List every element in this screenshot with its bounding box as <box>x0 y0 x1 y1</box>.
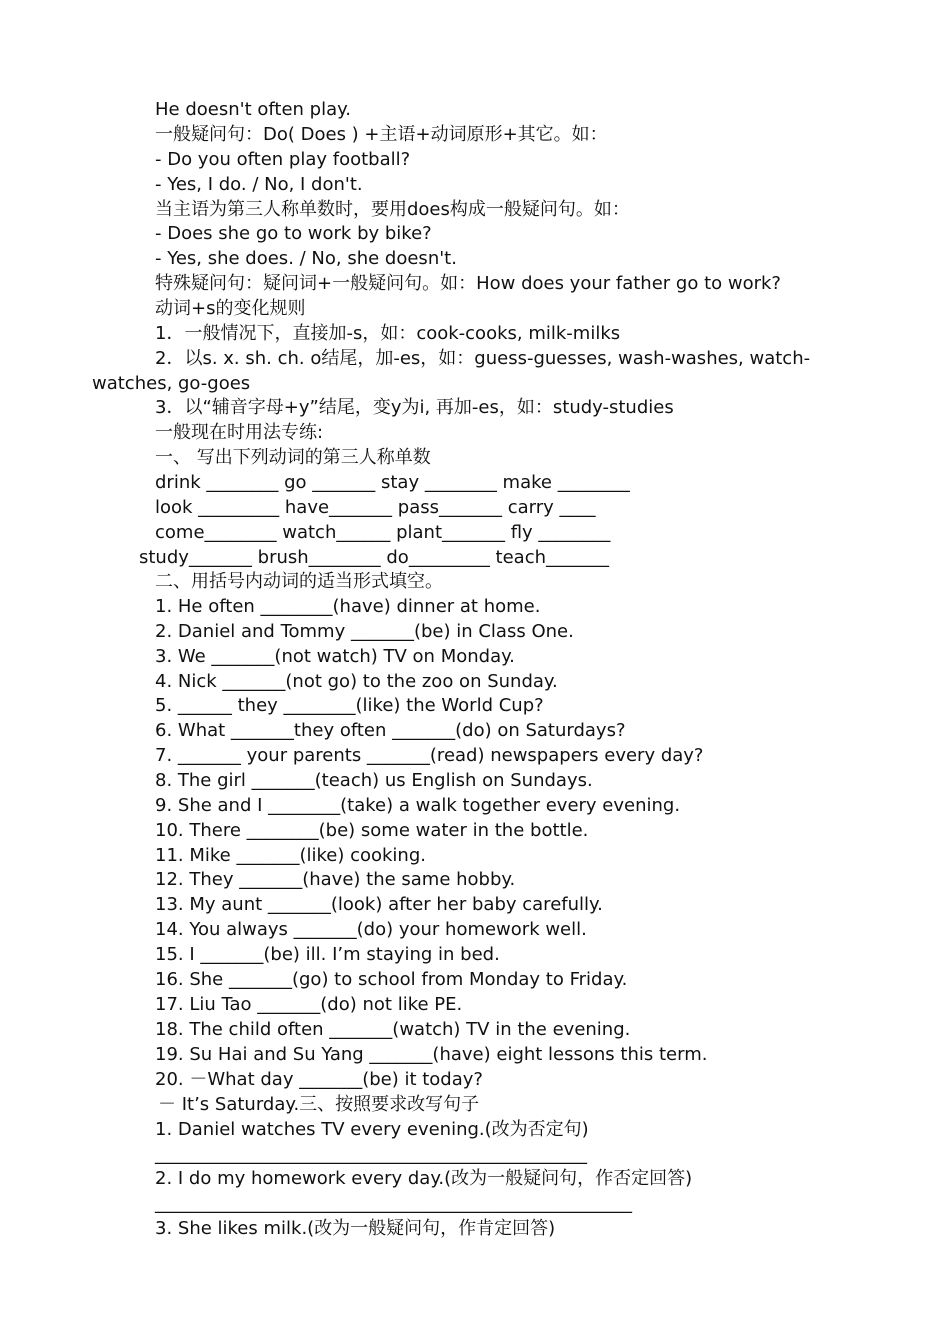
answer-line: _____________________________________________________ <box>155 1193 632 1214</box>
exercise-item: 12. They _______(have) the same hobby. <box>155 869 516 890</box>
exercise-item: 15. I _______(be) ill. I’m staying in bed. <box>155 944 500 965</box>
exercise-item: 2. Daniel and Tommy _______(be) in Class One. <box>155 621 574 642</box>
text-line: - Does she go to work by bike? <box>155 223 432 244</box>
exercise-item: 17. Liu Tao _______(do) not like PE. <box>155 994 463 1015</box>
text-line: - Yes, I do. / No, I don't. <box>155 174 363 195</box>
rule-item-continuation: watches, go-goes <box>92 373 251 394</box>
exercise-item: 18. The child often _______(watch) TV in the evening. <box>155 1019 631 1040</box>
exercise-item: 8. The girl _______(teach) us English on Sundays. <box>155 770 593 791</box>
verb-blank-row: look _________ have_______ pass_______ carry ____ <box>155 497 596 518</box>
exercise-item: 14. You always _______(do) your homework well. <box>155 919 587 940</box>
rule-item: 2．以s. x. sh. ch. o结尾，加-es，如：guess-guesses, wash-washes, watch- <box>155 348 811 369</box>
exercise-item: 4. Nick _______(not go) to the zoo on Sunday. <box>155 671 558 692</box>
rule-item: 3．以“辅音字母+y”结尾，变y为i, 再加-es，如：study-studies <box>155 397 674 418</box>
section-heading: 动词+s的变化规则 <box>155 298 306 319</box>
text-line: 当主语为第三人称单数时，要用does构成一般疑问句。如： <box>155 199 630 220</box>
exercise-item: 5. ______ they ________(like) the World Cup? <box>155 695 544 716</box>
exercise-item: 7. _______ your parents _______(read) newspapers every day? <box>155 745 704 766</box>
section-heading: 一般现在时用法专练: <box>155 422 324 443</box>
text-line: 特殊疑问句：疑问词+一般疑问句。如：How does your father go to work? <box>155 273 781 294</box>
rewrite-item: 3. She likes milk.(改为一般疑问句，作肯定回答) <box>155 1218 556 1239</box>
exercise-item: 19. Su Hai and Su Yang _______(have) eight lessons this term. <box>155 1044 708 1065</box>
verb-blank-row: study_______ brush________ do_________ teach_______ <box>139 547 610 568</box>
rewrite-item: 2. I do my homework every day.(改为一般疑问句，作否定回答) <box>155 1168 693 1189</box>
verb-blank-row: come________ watch______ plant_______ fly ________ <box>155 522 611 543</box>
exercise-item: 16. She _______(go) to school from Monday to Friday. <box>155 969 628 990</box>
exercise-item-continuation: － It’s Saturday.三、按照要求改写句子 <box>158 1094 480 1115</box>
exercise-item: 9. She and I ________(take) a walk together every evening. <box>155 795 681 816</box>
exercise-item: 10. There ________(be) some water in the bottle. <box>155 820 589 841</box>
exercise-heading: 二、用括号内动词的适当形式填空。 <box>155 571 443 592</box>
exercise-item: 3. We _______(not watch) TV on Monday. <box>155 646 515 667</box>
exercise-heading: 一、 写出下列动词的第三人称单数 <box>155 447 431 468</box>
text-line: 一般疑问句：Do( Does ) +主语+动词原形+其它。如： <box>155 124 608 145</box>
rule-item: 1．一般情况下，直接加-s，如：cook-cooks, milk-milks <box>155 323 621 344</box>
text-line: - Do you often play football? <box>155 149 411 170</box>
exercise-item: 11. Mike _______(like) cooking. <box>155 845 426 866</box>
exercise-item: 6. What _______they often _______(do) on Saturdays? <box>155 720 626 741</box>
text-line: - Yes, she does. / No, she doesn't. <box>155 248 457 269</box>
rewrite-item: 1. Daniel watches TV every evening.(改为否定句) <box>155 1119 589 1140</box>
answer-line: ________________________________________________ <box>155 1144 587 1165</box>
exercise-item: 1. He often ________(have) dinner at home. <box>155 596 541 617</box>
text-line: He doesn't often play. <box>155 99 351 120</box>
exercise-item: 13. My aunt _______(look) after her baby carefully. <box>155 894 603 915</box>
exercise-item: 20. －What day _______(be) it today? <box>155 1069 483 1090</box>
verb-blank-row: drink ________ go _______ stay ________ make ________ <box>155 472 630 493</box>
